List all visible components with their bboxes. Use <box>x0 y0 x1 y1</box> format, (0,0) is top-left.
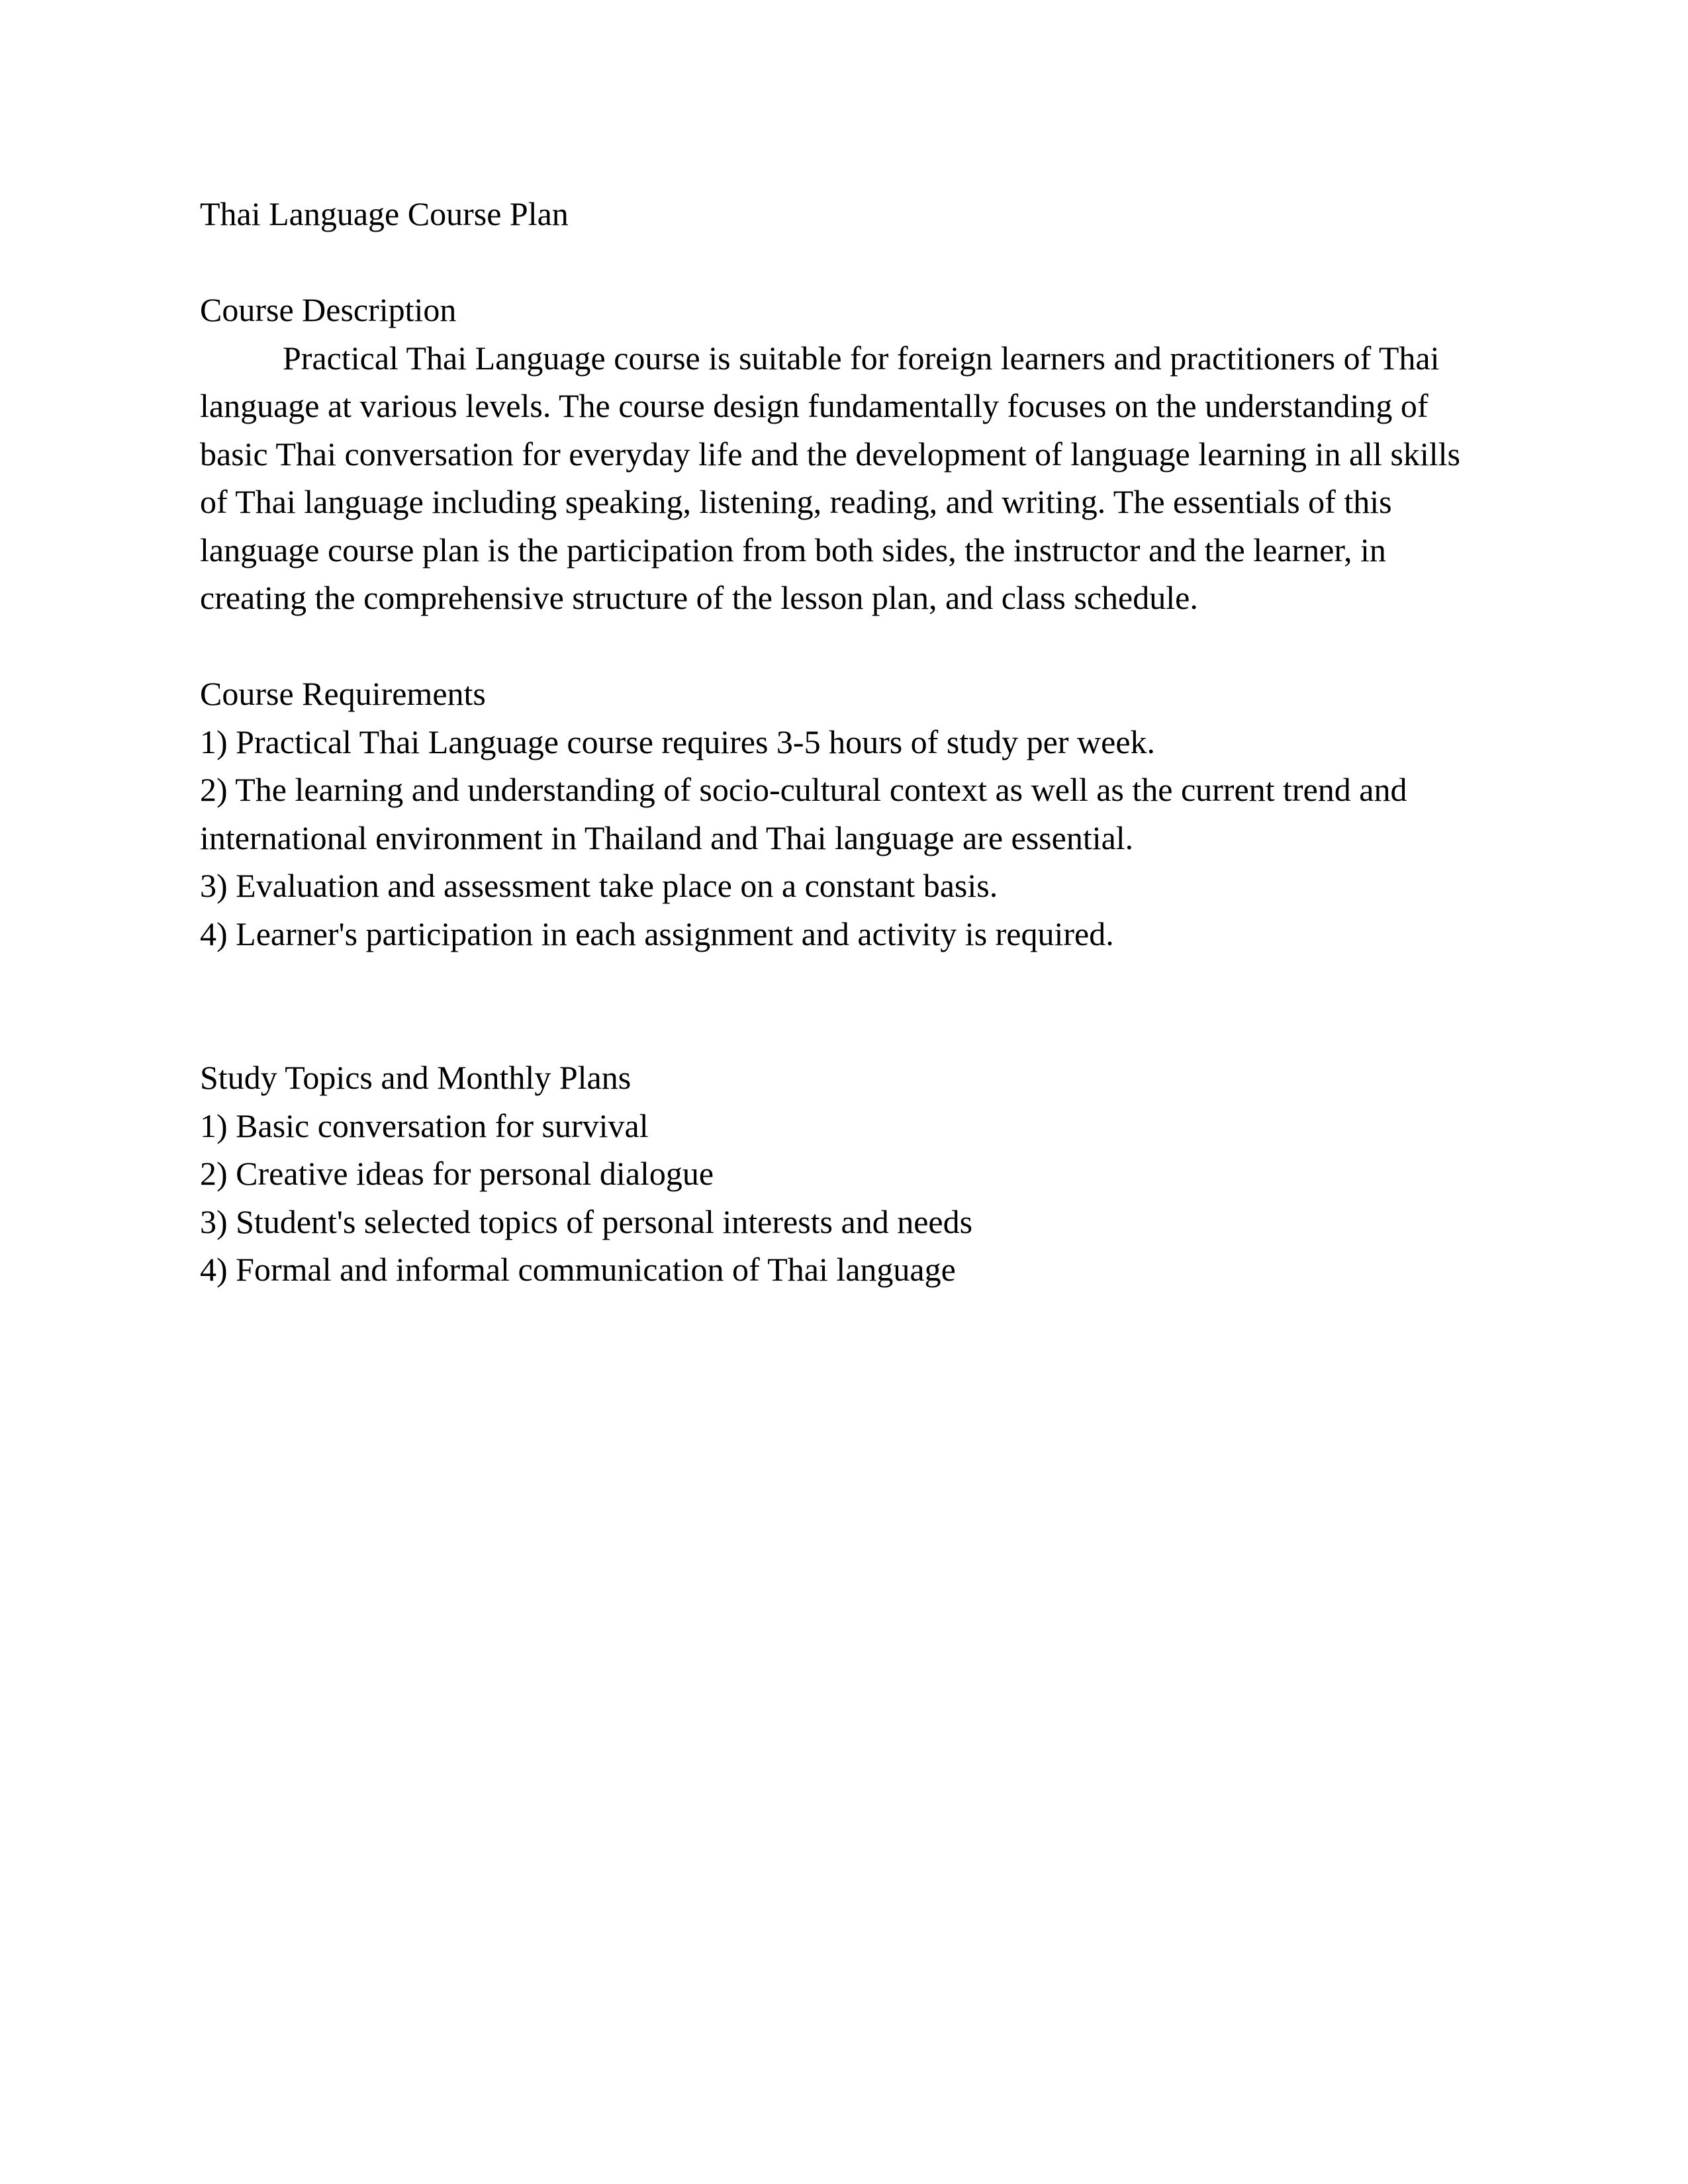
requirement-item: 2) The learning and understanding of socio-cultural context as well as the current trend and international environment in Thailand and Thai language are essential. <box>200 771 1407 856</box>
blank-lines <box>200 958 1489 1054</box>
section-heading-study-topics: Study Topics and Monthly Plans <box>200 1059 632 1096</box>
course-description-paragraph: Practical Thai Language course is suitable for foreign learners and practitioners of Thai language at various levels. The course design fundamentally focuses on the understanding of basic Thai conversation for everyday life and the development of language learning in all skills of Thai language including speaking, listening, reading, and writing. The essentials of this language course plan is the participation from both sides, the instructor and the learner, in creating the comprehensive structure of the lesson plan, and class schedule. <box>200 339 1461 616</box>
study-topic-item: 2) Creative ideas for personal dialogue <box>200 1155 714 1192</box>
section-heading-course-requirements: Course Requirements <box>200 675 486 712</box>
blank-line <box>200 238 1489 287</box>
study-topic-item: 1) Basic conversation for survival <box>200 1107 649 1144</box>
document-title: Thai Language Course Plan <box>200 195 569 232</box>
study-topic-item: 3) Student's selected topics of personal interests and needs <box>200 1203 973 1240</box>
section-heading-course-description: Course Description <box>200 291 457 328</box>
requirement-item: 4) Learner's participation in each assignment and activity is required. <box>200 915 1114 952</box>
requirement-item: 3) Evaluation and assessment take place on a constant basis. <box>200 867 998 904</box>
study-topic-item: 4) Formal and informal communication of Thai language <box>200 1251 956 1288</box>
requirement-item: 1) Practical Thai Language course requires 3-5 hours of study per week. <box>200 723 1156 760</box>
blank-line <box>200 622 1489 670</box>
